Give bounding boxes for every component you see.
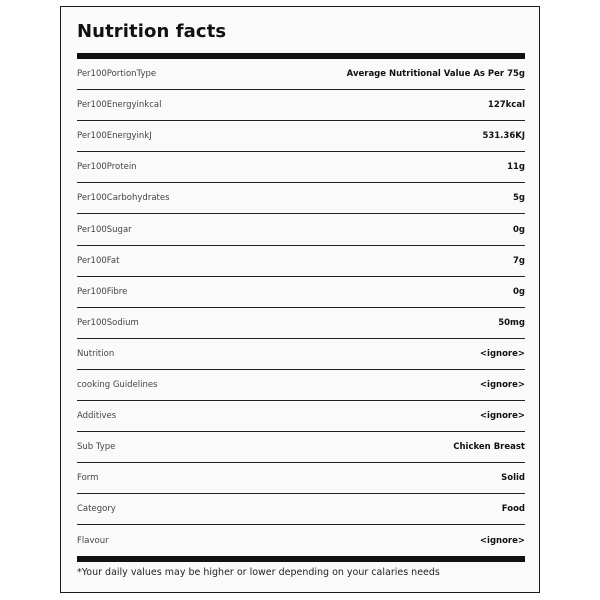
row-label: Per100Fat	[77, 255, 120, 266]
row-value: 0g	[513, 286, 525, 297]
row-label: Form	[77, 473, 99, 484]
row-value: <ignore>	[479, 348, 525, 359]
row-label: Per100Carbohydrates	[77, 193, 170, 204]
table-row	[77, 246, 525, 277]
table-row	[77, 339, 525, 370]
table-row	[77, 277, 525, 308]
row-value: 127kcal	[487, 100, 525, 111]
row-label: Per100Protein	[77, 162, 137, 173]
table-row	[77, 308, 525, 339]
row-label: Additives	[77, 411, 117, 422]
panel-title: Nutrition facts	[77, 21, 227, 42]
row-label: Per100Sodium	[77, 317, 139, 328]
row-value: 5g	[513, 193, 525, 204]
row-label: Per100PortionType	[77, 69, 157, 80]
row-label: Per100EnergyinkJ	[77, 131, 152, 142]
row-label: Category	[77, 504, 116, 515]
row-value: Average Nutritional Value As Per 75g	[346, 69, 525, 80]
nutrition-table	[77, 59, 525, 557]
table-row	[77, 183, 525, 214]
row-value: Solid	[501, 473, 525, 484]
table-row	[77, 401, 525, 432]
table-row	[77, 525, 525, 556]
row-value: 0g	[513, 224, 525, 235]
row-label: Nutrition	[77, 348, 115, 359]
table-row	[77, 432, 525, 463]
table-row	[77, 90, 525, 121]
row-value: 531.36KJ	[482, 131, 525, 142]
table-row	[77, 152, 525, 183]
row-label: Sub Type	[77, 442, 116, 453]
table-row	[77, 463, 525, 494]
nutrition-facts-panel	[60, 6, 540, 593]
row-value: <ignore>	[479, 379, 525, 390]
table-row	[77, 121, 525, 152]
table-row	[77, 214, 525, 245]
row-value: 50mg	[498, 317, 525, 328]
row-value: Food	[501, 504, 525, 515]
row-label: Flavour	[77, 535, 109, 546]
row-value: <ignore>	[479, 535, 525, 546]
row-value: <ignore>	[479, 411, 525, 422]
row-label: Per100Energyinkcal	[77, 100, 162, 111]
row-label: Per100Fibre	[77, 286, 128, 297]
table-row	[77, 59, 525, 90]
row-value: Chicken Breast	[453, 442, 525, 453]
row-label: cooking Guidelines	[77, 379, 158, 390]
footnote: *Your daily values may be higher or lower depending on your calaries needs	[77, 567, 440, 578]
row-value: 7g	[513, 255, 525, 266]
bottom-divider	[77, 556, 525, 562]
table-row	[77, 370, 525, 401]
row-value: 11g	[507, 162, 525, 173]
table-row	[77, 494, 525, 525]
row-label: Per100Sugar	[77, 224, 132, 235]
